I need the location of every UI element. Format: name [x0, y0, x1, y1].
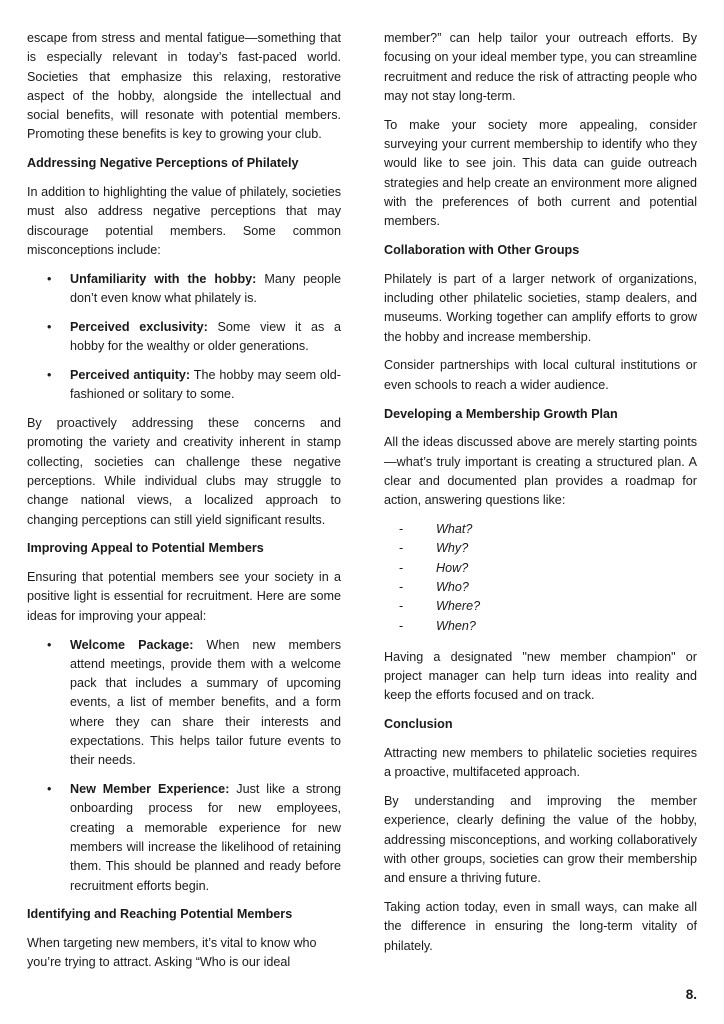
heading-negative-perceptions: Addressing Negative Perceptions of Philately	[27, 156, 299, 171]
list-item	[384, 578, 697, 597]
list-item	[27, 366, 341, 405]
list-item-term: New Member Experience:	[70, 782, 230, 797]
list-item	[27, 636, 341, 771]
question-text: Who?	[436, 579, 469, 594]
paragraph-escape-stress: escape from stress and mental fatigue—something that is especially relevant in today’s fast-paced world. Societies that emphasize this relaxing, restorative aspect of the hobby, alongside the intellectual and social benefits, will resonate with potential members. Promoting these benefits is key to growing your club.	[27, 31, 341, 142]
dash-icon: -	[399, 618, 404, 633]
dash-icon: -	[399, 599, 404, 614]
bullet-icon: •	[47, 271, 52, 286]
questions-list	[384, 520, 697, 636]
paragraph-collaboration-2: Consider partnerships with local cultural institutions or even schools to reach a wider audience.	[384, 358, 697, 392]
list-item	[384, 539, 697, 558]
paragraph-champion: Having a designated "new member champion" or project manager can help turn ideas into reality and keep the efforts focused and on track.	[384, 649, 697, 703]
paragraph-conclusion-1: Attracting new members to philatelic societies requires a proactive, multifaceted approach.	[384, 746, 697, 780]
list-item-term: Perceived exclusivity:	[70, 319, 208, 334]
paragraph-conclusion-3: Taking action today, even in small ways, can make all the difference in ensuring the long-term vitality of philately.	[384, 900, 697, 953]
list-item	[384, 559, 697, 578]
page-number: 8.	[685, 987, 697, 1002]
list-item	[27, 780, 341, 896]
list-item	[384, 520, 697, 539]
list-item-text: Just like a strong onboarding process for new employees, creating a memorable experience for new members will increase the likelihood of retaining them. This should be planned and ready before recruitment efforts begin.	[70, 782, 341, 893]
list-item-term: Unfamiliarity with the hobby:	[70, 271, 257, 286]
list-item-text: The hobby may seem old-fashioned or solitary to some.	[70, 367, 341, 402]
list-item-text: Some view it as a hobby for the wealthy or older generations.	[70, 319, 341, 354]
paragraph-conclusion-2: By understanding and improving the member experience, clearly defining the value of the hobby, addressing misconceptions, and working collaboratively with other groups, societies can grow their membership and ensure a thriving future.	[384, 794, 697, 886]
heading-identifying-members: Identifying and Reaching Potential Members	[27, 907, 293, 922]
list-item	[27, 270, 341, 309]
bullet-icon: •	[47, 782, 52, 797]
paragraph-negative-intro: In addition to highlighting the value of philately, societies must also address negative perceptions that may discourage potential members. Some common misconceptions include:	[27, 185, 341, 257]
heading-conclusion: Conclusion	[384, 717, 453, 732]
list-item	[27, 318, 341, 357]
paragraph-growth-plan: All the ideas discussed above are merely starting points—what’s truly important is creating a structured plan. A clear and documented plan provides a roadmap for action, answering questions like:	[384, 435, 697, 508]
left-column	[27, 29, 341, 982]
dash-icon: -	[399, 579, 404, 594]
bullet-icon: •	[47, 367, 52, 382]
list-item-text: Many people don’t even know what philately is.	[70, 271, 341, 306]
list-item-term: Perceived antiquity:	[70, 367, 191, 382]
paragraph-collaboration-1: Philately is part of a larger network of organizations, including other philatelic societies, stamp dealers, and museums. Working together can amplify efforts to grow the hobby and increase membership.	[384, 271, 697, 344]
heading-growth-plan: Developing a Membership Growth Plan	[384, 406, 618, 421]
bullet-icon: •	[47, 637, 52, 652]
list-item	[384, 597, 697, 616]
list-item	[384, 617, 697, 636]
appeal-ideas-list	[27, 636, 341, 896]
question-text: Where?	[436, 599, 481, 614]
list-item-text: When new members attend meetings, provide them with a welcome pack that includes a summary of upcoming events, a list of member benefits, and a form where they can share their interests and expectations. This helps tailor future events to their needs.	[70, 637, 341, 768]
heading-collaboration: Collaboration with Other Groups	[384, 242, 580, 257]
heading-improving-appeal: Improving Appeal to Potential Members	[27, 541, 264, 556]
dash-icon: -	[399, 541, 404, 556]
paragraph-survey: To make your society more appealing, consider surveying your current membership to identify who they would like to see join. This data can guide outreach strategies and help create an environment more aligned with the preferences of both current and potential members.	[384, 117, 697, 229]
question-text: Why?	[436, 541, 469, 556]
dash-icon: -	[399, 522, 404, 537]
misconceptions-list	[27, 270, 341, 405]
question-text: When?	[436, 618, 476, 633]
bullet-icon: •	[47, 319, 52, 334]
paragraph-appeal-intro: Ensuring that potential members see your society in a positive light is essential for recruitment. Here are some ideas for improving your appeal:	[27, 570, 341, 623]
right-column	[384, 29, 697, 965]
paragraph-identify-continued: member?” can help tailor your outreach efforts. By focusing on your ideal member type, you can streamline recruitment and reduce the risk of attracting people who may not stay long-term.	[384, 31, 697, 103]
dash-icon: -	[399, 560, 404, 575]
question-text: How?	[436, 560, 469, 575]
question-text: What?	[436, 522, 473, 537]
paragraph-identify: When targeting new members, it’s vital to know who you’re trying to attract. Asking “Who is our ideal	[27, 936, 317, 970]
list-item-term: Welcome Package:	[70, 637, 194, 652]
paragraph-negative-outro: By proactively addressing these concerns and promoting the variety and creativity inherent in stamp collecting, societies can challenge these negative perceptions. While individual clubs may struggle to change national views, a localized approach to changing perceptions can still yield significant results.	[27, 416, 341, 527]
